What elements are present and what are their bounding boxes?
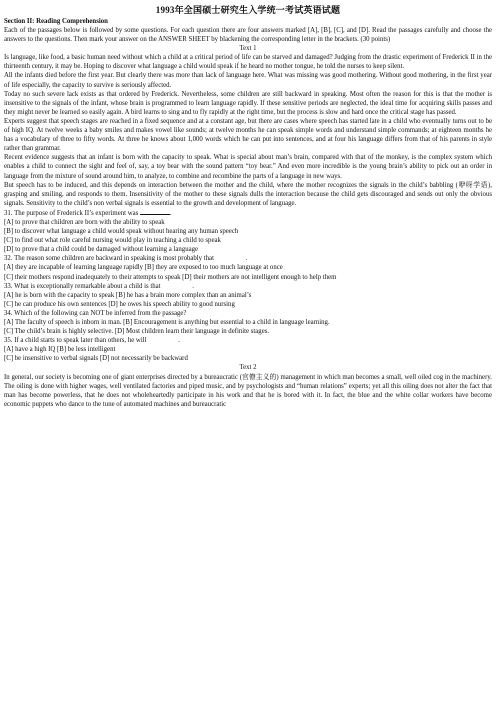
question-31-option-d: [D] to prove that a child could be damaged without learning a language (4, 246, 199, 254)
text1-paragraph-5: Recent evidence suggests that an infant is born with the capacity to speak. What is special about man’s brain, compared with that of the monkey, is the complex system which enables a child to connect the sight and feel of, say, a toy bear with the sound pattern “toy bear.” And even more incredible is the young brain’s ability to pick out an order in language from the mixture of sound around him, to analyze, to combine and recombine the parts of a language in new ways. (4, 154, 492, 180)
question-32-options-cd: [C] their mothers respond inadequately to their attempts to speak [D] their mothers are not intelligent enough to help them (4, 273, 337, 281)
text1-paragraph-4: Experts suggest that speech stages are reached in a fixed sequence and at a constant age, but there are cases where speech has started late in a child who eventually turns out to be of high IQ. At twelve weeks a baby smiles and makes vowel like sounds; at twelve months he can speak simple words and understand simple commands; at eighteen months he has a vocabulary of three to fifty words. At three he knows about 1,000 words which he can put into sentences, and at four his language differs from that of his parents in style rather than grammar. (4, 117, 492, 153)
exam-document (4, 0, 492, 409)
question-34 (4, 309, 492, 336)
question-31-stem: 31. The purpose of Frederick II’s experiment was . (4, 209, 172, 217)
question-33-options-ab: [A] he is born with the capacity to speak [B] he has a brain more complex than an animal’s (4, 291, 252, 299)
question-33-stem: 33. What is exceptionally remarkable about a child is that . (4, 282, 194, 290)
question-34-options-ab: [A] The faculty of speech is inborn in man. [B] Encouragement is anything but essential to a child in language learning. (4, 319, 330, 326)
question-31-option-a: [A] to prove that children are born with the ability to speak (4, 218, 165, 226)
question-35-options-ab: [A] have a high IQ [B] be less intelligent (4, 346, 116, 354)
section-heading: Section II: Reading Comprehension (4, 18, 108, 25)
question-32-stem: 32. The reason some children are backward in speaking is most probably that . (4, 255, 248, 263)
question-34-stem: 34. Which of the following can NOT be inferred from the passage? (4, 309, 187, 317)
question-31 (4, 208, 492, 254)
question-31-option-c: [C] to find out what role careful nursing would play in teaching a child to speak (4, 237, 221, 245)
text1-heading: Text 1 (239, 45, 257, 53)
text2-heading: Text 2 (239, 364, 257, 372)
text1-paragraph-3: Today no such severe lack exists as that ordered by Frederick. Nevertheless, some children are still backward in speaking. Most often the reason for this is that the mother is insensitive to the signals of the infant, whose brain is programmed to learn language rapidly. If these sensitive periods are neglected, the ideal time for acquiring skills passes and they might never be learned so easily again. A bird learns to sing and to fly rapidly at the right time, but the process is slow and hard once the critical stage has passed. (4, 90, 492, 116)
text2-paragraph-1: In general, our society is becoming one of giant enterprises directed by a bureaucratic (官僚主义的) management in which man becomes a small, well oiled cog in the machinery. The oiling is done with higher wages, well ventilated factories and piped music, and by psychologists and “human relations” experts; yet all this oiling does not alter the fact that man has become powerless, that he does not wholeheartedly participate in his work and that he is bored with it. In fact, the blue and the white collar workers have become economic puppets who dance to the tune of automated machines and bureaucratic (4, 373, 492, 408)
question-31-option-b: [B] to discover what language a child would speak without hearing any human speech (4, 228, 239, 236)
question-35 (4, 336, 492, 363)
question-35-options-cd: [C] be insensitive to verbal signals [D] not necessarily be backward (4, 355, 188, 363)
exam-title: 1993年全国硕士研究生入学统一考试英语试题 (155, 5, 341, 15)
question-34-options-cd: [C] The child’s brain is highly selective. [D] Most children learn their language in definite stages. (4, 328, 270, 336)
question-32-options-ab: [A] they are incapable of learning language rapidly [B] they are exposed to too much language at once (4, 264, 283, 272)
instructions: Each of the passages below is followed by some questions. For each question there are four answers marked [A], [B], [C], and [D]. Read the passages carefully and choose the answers to the questions. Then mark your answer on the ANSWER SHEET by blackening the corresponding letter in the brackets. (30 points) (4, 27, 492, 44)
question-32 (4, 254, 492, 281)
text1-paragraph-2: All the infants died before the first year. But clearly there was more than lack of language here. What was missing was good mothering. Without good mothering, in the first year of life especially, the capacity to survive is seriously affected. (4, 72, 492, 89)
question-35-stem: 35. If a child starts to speak later than others, he will . (4, 337, 180, 345)
question-33 (4, 282, 492, 309)
text1-paragraph-6: But speech has to be induced, and this depends on interaction between the mother and the child, where the mother recognizes the signals in the child’s babbling (咿呀学语), grasping and smiling, and responds to them. Insensitivity of the mother to these signals dulls the interaction because the child gets discouraged and sends out only the obvious signals. Sensitivity to the child’s non verbal signals is essential to the growth and development of language. (4, 181, 492, 207)
question-33-options-cd: [C] he can produce his own sentences [D] he owes his speech ability to good nursing (4, 300, 235, 308)
text1-paragraph-1: Is language, like food, a basic human need without which a child at a critical period of life can be starved and damaged? Judging from the drastic experiment of Frederick II in the thirteenth century, it may be. Hoping to discover what language a child would speak if he heard no mother tongue, he told the nurses to keep silent. (4, 54, 492, 71)
